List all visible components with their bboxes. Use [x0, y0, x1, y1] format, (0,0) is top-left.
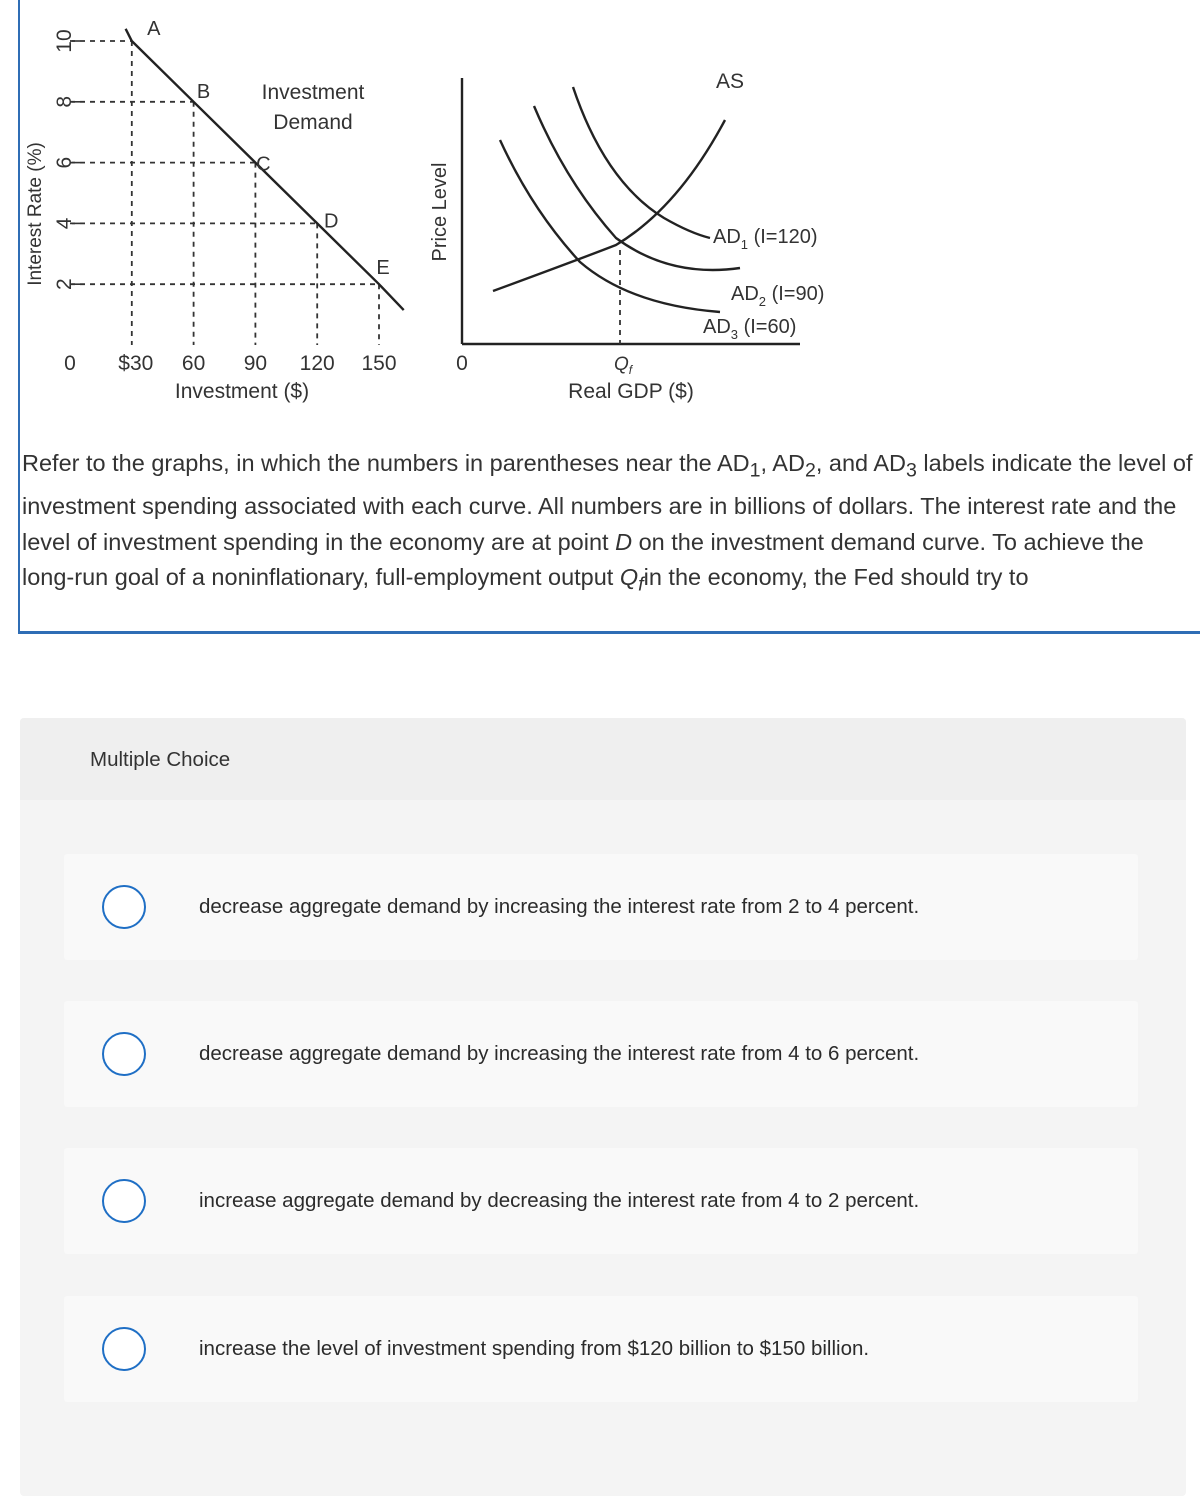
answer-option-1-text: decrease aggregate demand by increasing the interest rate from 2 to 4 percent.	[199, 895, 920, 918]
radio-button-3[interactable]	[102, 1179, 146, 1223]
y-tick-label: 8	[53, 95, 76, 108]
point-label-E: E	[376, 257, 390, 280]
x-tick-label: 60	[181, 352, 206, 375]
price-level-axis-label: Price Level	[429, 162, 451, 262]
real-gdp-axis-label: Real GDP ($)	[568, 380, 694, 403]
answer-option-4-text: increase the level of investment spending from $120 billion to $150 billion.	[199, 1337, 870, 1360]
ad1-label: $AD_1$ (I=120)	[713, 226, 818, 252]
point-label-A: A	[147, 18, 161, 40]
point-label-B: B	[196, 80, 211, 103]
question-card	[0, 0, 1200, 636]
x-tick-label: $30	[118, 352, 154, 375]
x-tick-label: 90	[243, 352, 268, 375]
multiple-choice-title: Multiple Choice	[90, 748, 231, 771]
investment-demand-label-line1: Investment	[261, 81, 365, 104]
y-tick-label: 2	[53, 278, 76, 291]
x-tick-label: 120	[299, 352, 335, 375]
as-curve	[493, 120, 725, 291]
investment-chart-origin: 0	[64, 352, 76, 375]
radio-button-4[interactable]	[102, 1327, 146, 1371]
interest-rate-axis-label: Interest Rate (%)	[25, 142, 46, 286]
answer-option-4[interactable]	[64, 1296, 1138, 1402]
ad1-curve	[573, 87, 710, 238]
multiple-choice-panel	[20, 718, 1186, 1496]
x-tick-label: 150	[361, 352, 397, 375]
answer-option-2[interactable]	[64, 1001, 1138, 1107]
ad2-label: $AD_2$ (I=90)	[731, 283, 825, 309]
answer-option-1[interactable]	[64, 854, 1138, 960]
ad-as-origin: 0	[456, 352, 468, 375]
investment-demand-label-line2: Demand	[273, 111, 353, 134]
qf-marker: $Q_f$	[614, 354, 633, 377]
as-label: AS	[715, 70, 745, 93]
investment-demand-chart	[0, 0, 420, 420]
y-tick-label: 4	[53, 217, 76, 230]
y-tick-label: 10	[53, 29, 76, 53]
answer-option-3-text: increase aggregate demand by decreasing the interest rate from 4 to 2 percent.	[199, 1189, 920, 1212]
ad-as-chart	[410, 0, 860, 420]
radio-button-1[interactable]	[102, 885, 146, 929]
radio-button-2[interactable]	[102, 1032, 146, 1076]
point-label-C: C	[256, 153, 271, 176]
answer-option-3[interactable]	[64, 1148, 1138, 1254]
answer-option-2-text: decrease aggregate demand by increasing the interest rate from 4 to 6 percent.	[199, 1042, 920, 1065]
investment-axis-label: Investment ($)	[174, 380, 310, 403]
question-text: Refer to the graphs, in which the numbers in parentheses near the $AD_1$, $AD_2$, and $AD_3$ labels indicate the level of investment spending associated with each curve. All numbers are in billions of dollars. The interest rate and the level of investment spending in the economy are at point D on the investment demand curve. To achieve the long-run goal of a noninflationary, full-employment output $Q_fin$ the economy, the Fed should try to	[22, 450, 1193, 596]
ad3-label: $AD_3$ (I=60)	[703, 316, 797, 342]
y-tick-label: 6	[53, 156, 76, 169]
multiple-choice-header	[20, 718, 1186, 800]
point-label-D: D	[323, 210, 339, 233]
